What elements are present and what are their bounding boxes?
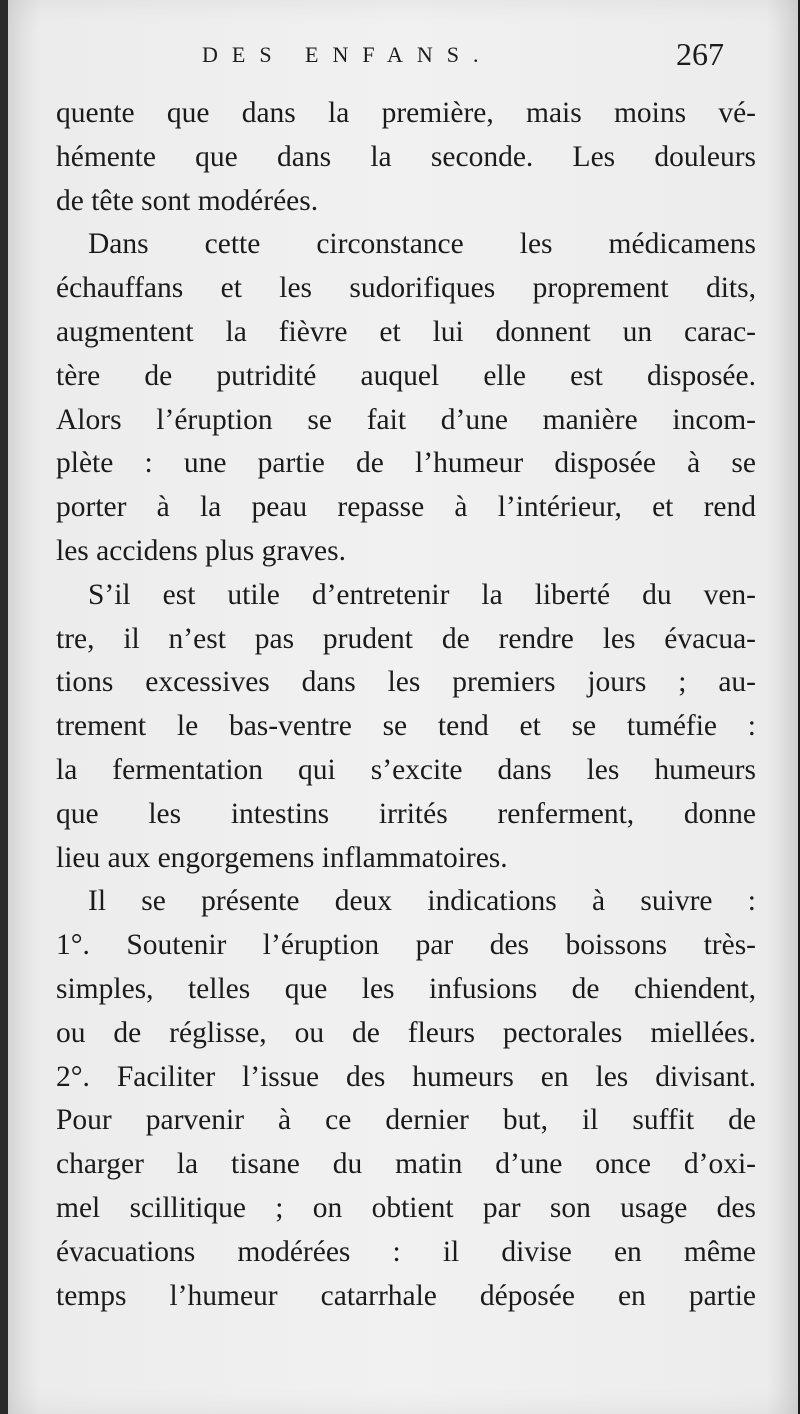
text-line: de tête sont modérées. — [56, 184, 319, 217]
text-line: Dans cette circonstance les médicamens — [88, 228, 756, 261]
text-line: tions excessives dans les premiers jours ; au- — [56, 666, 756, 699]
text-line: trement le bas-ventre se tend et se tuméfie : — [56, 710, 756, 743]
text-line: hémente que dans la seconde. Les douleurs — [56, 140, 756, 173]
text-line: Il se présente deux indications à suivre : — [88, 885, 756, 918]
text-line: simples, telles que les infusions de chiendent, — [56, 972, 756, 1005]
text-line: 2°. Faciliter l’issue des humeurs en les divisant. — [56, 1060, 756, 1093]
text-line: 1°. Soutenir l’éruption par des boissons très- — [56, 929, 756, 962]
text-line: tre, il n’est pas prudent de rendre les évacua- — [56, 622, 756, 655]
text-line: plète : une partie de l’humeur disposée à se — [56, 447, 756, 480]
text-line: la fermentation qui s’excite dans les humeurs — [56, 753, 756, 786]
text-line: S’il est utile d’entretenir la liberté du ven- — [88, 578, 756, 611]
text-line: porter à la peau repasse à l’intérieur, et rend — [56, 491, 756, 524]
running-title: DES ENFANS. — [202, 42, 493, 67]
text-line: que les intestins irrités renferment, donne — [56, 797, 756, 830]
text-line: mel scillitique ; on obtient par son usage des — [56, 1191, 756, 1224]
text-line: évacuations modérées : il divise en même — [56, 1235, 756, 1268]
text-line: quente que dans la première, mais moins vé- — [56, 97, 756, 129]
text-line: Alors l’éruption se fait d’une manière incom- — [56, 403, 756, 436]
page-header — [0, 36, 800, 86]
body-text — [56, 92, 756, 1318]
text-line: ou de réglisse, ou de fleurs pectorales miellées. — [56, 1016, 756, 1049]
text-line: charger la tisane du matin d’une once d’oxi- — [56, 1148, 756, 1181]
text-line: échauffans et les sudorifiques proprement dits, — [56, 272, 756, 305]
text-line: lieu aux engorgemens inflammatoires. — [56, 841, 508, 874]
text-line: les accidens plus graves. — [56, 534, 346, 567]
text-line: Pour parvenir à ce dernier but, il suffit de — [56, 1104, 756, 1137]
page-number: 267 — [676, 36, 724, 72]
text-line: augmentent la fièvre et lui donnent un carac- — [56, 315, 756, 348]
text-line: tère de putridité auquel elle est disposée. — [56, 359, 756, 392]
text-line: temps l’humeur catarrhale déposée en partie — [56, 1279, 756, 1312]
